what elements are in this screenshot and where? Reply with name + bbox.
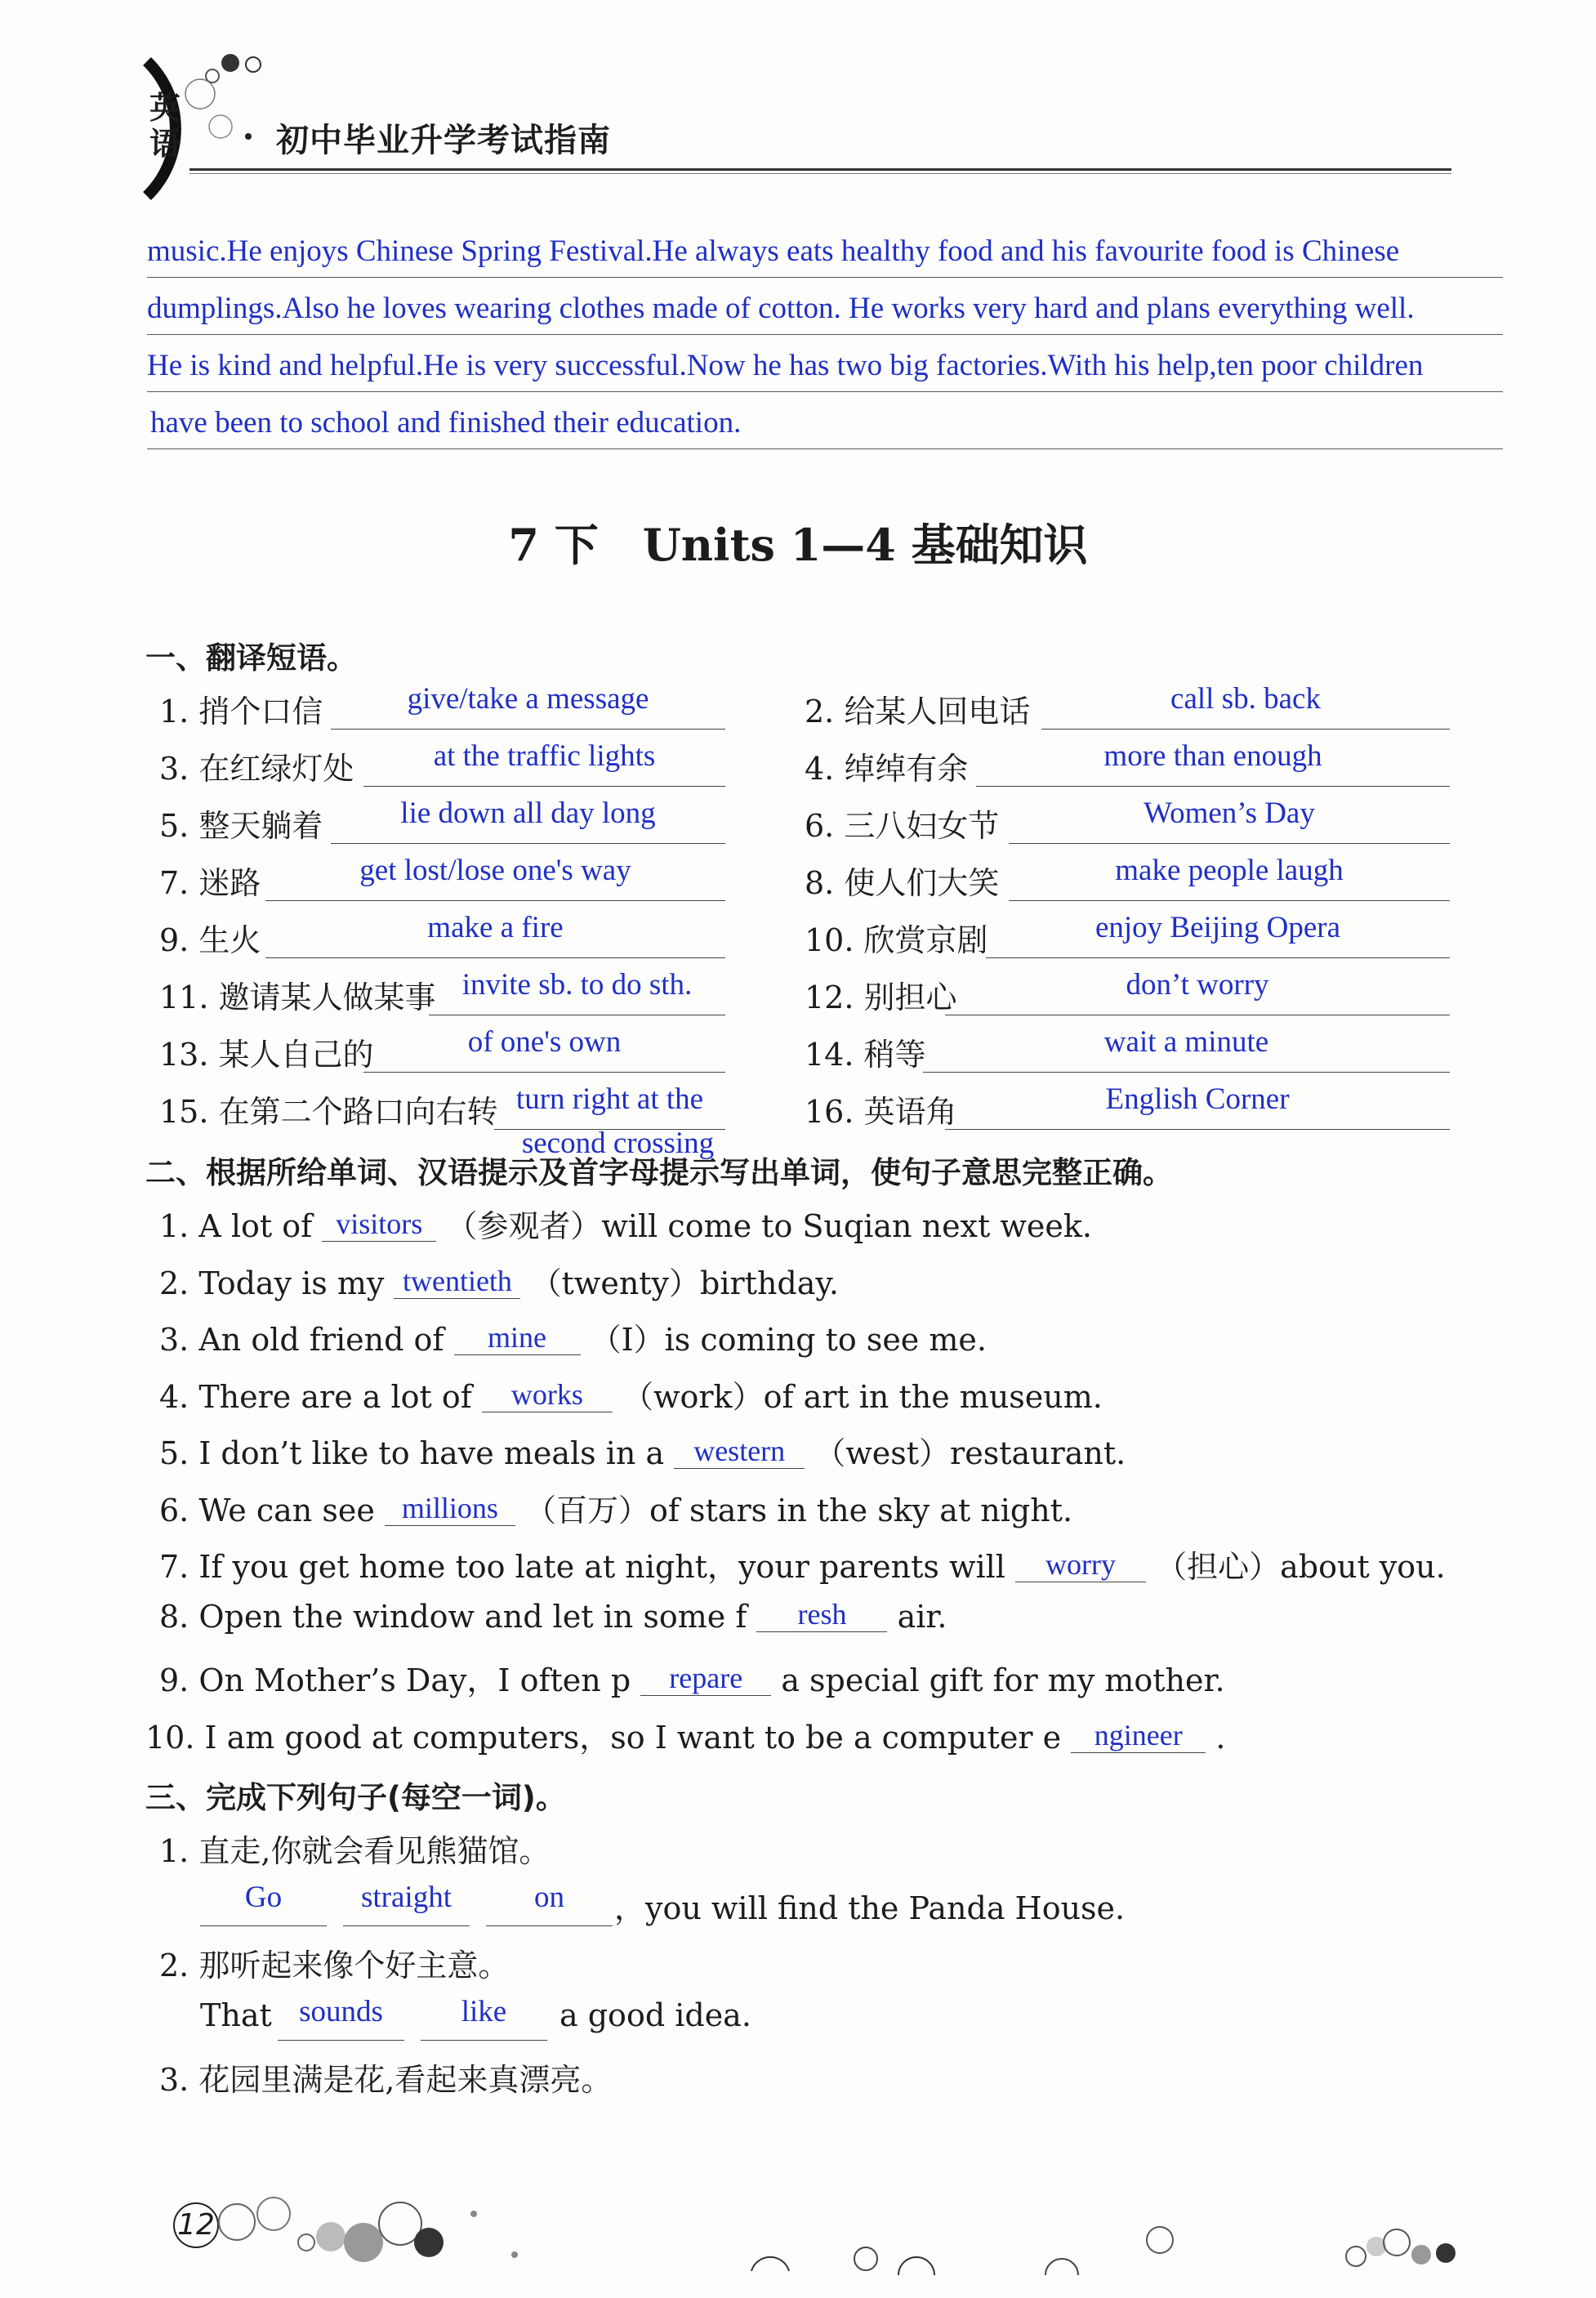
sentence-text: a good idea. [559,1997,751,2033]
phrase-label: 10. 欣赏京剧 [805,922,988,958]
phrase-answer: Women’s Day [1144,796,1315,830]
phrase-answer: call sb. back [1170,682,1321,716]
sentence-text: （west）restaurant. [805,1435,1126,1471]
phrase-answer: make a fire [427,911,564,944]
essay-line: have been to school and finished their education. [147,392,1503,449]
answer-text: worry [1045,1548,1117,1581]
sentence-item [159,1655,1225,1700]
phrase-answer: more than enough [1103,739,1322,773]
sentence-text: 7. If you get home too late at night，your parents will [159,1549,1016,1585]
chinese-sentence: 1. 直走,你就会看见熊猫馆。 [159,1833,551,1869]
sentence-text: air. [887,1598,947,1635]
essay-line: He is kind and helpful.He is very successful.Now he has two big factories.With his help,ten poor children [147,335,1503,392]
phrase-label: 4. 绰绰有余 [805,751,969,787]
answer-blank [986,957,1450,958]
footer-decoration [131,2165,1470,2287]
answer-blank [486,1925,613,1926]
answer-text: straight [361,1881,452,1914]
answer-blank [385,1489,515,1526]
sentence-text: a special gift for my mother. [771,1662,1225,1698]
sentence-item [159,1428,1126,1473]
sentence-item [159,1258,839,1303]
phrase-answer: invite sb. to do sth. [461,968,693,1002]
sentence-text: That [200,1997,272,2033]
sentence-item [159,1372,1103,1417]
answer-blank [976,786,1450,787]
answer-blank [265,957,725,958]
answer-blank [278,2040,404,2041]
answer-blank [1009,843,1450,844]
phrase-label: 16. 英语角 [805,1094,957,1130]
answer-blank [421,2040,547,2041]
header-dot [245,133,252,140]
answer-text: repare [669,1662,743,1694]
answer-blank [482,1376,613,1412]
phrase-answer: wait a minute [1103,1025,1269,1059]
sentence-text: 4. There are a lot of [159,1378,482,1415]
answer-blank [394,1262,520,1299]
answer-text: resh [797,1597,847,1631]
phrase-label: 2. 给某人回电话 [805,694,1031,730]
sentence-text: 10. I am good at computers，so I want to be a computer e [145,1719,1072,1756]
answer-blank [640,1659,771,1696]
answer-text: on [534,1881,564,1914]
phrase-answer-continued: second crossing [521,1127,715,1160]
phrase-answer: turn right at the [515,1082,704,1116]
header-subrule [189,173,1451,174]
answer-blank [1071,1716,1206,1753]
phrase-answer: enjoy Beijing Opera [1094,911,1341,944]
sentence-item [159,1314,987,1359]
part3-heading: 三、完成下列句子(每空一词)。 [145,1780,566,1815]
phrase-answer: of one's own [467,1025,622,1059]
sentence-text: 9. On Mother’s Day，I often p [159,1662,641,1698]
essay-line: music.He enjoys Chinese Spring Festival.He always eats healthy food and his favourite food is Chinese [147,221,1503,278]
part2-heading: 二、根据所给单词、汉语提示及首字母提示写出单词，使句子意思完整正确。 [145,1155,1173,1190]
answer-text: like [461,1995,507,2028]
phrase-label: 5. 整天躺着 [159,808,323,844]
sentence-item [159,1485,1072,1530]
section-title: 7 下 Units 1—4 基础知识 [508,519,1088,571]
answer-blank [1009,900,1450,901]
phrase-answer: give/take a message [407,682,649,716]
phrase-label: 7. 迷路 [159,865,261,901]
page-number: 12 [173,2202,219,2248]
answer-blank [674,1432,805,1469]
chinese-sentence: 3. 花园里满是花,看起来真漂亮。 [159,2062,613,2098]
sentence-item [159,1201,1092,1246]
sentence-text: 6. We can see [159,1492,385,1528]
phrase-label: 6. 三八妇女节 [805,808,1000,844]
sentence-text: （担心）about you. [1146,1549,1446,1585]
answer-blank [756,1595,887,1632]
essay-line: dumplings.Also he loves wearing clothes made of cotton. He works very hard and plans everything well. [147,278,1503,335]
answer-blank [363,786,725,787]
phrase-answer: lie down all day long [400,796,656,830]
phrase-answer: at the traffic lights [433,739,656,773]
answer-text: sounds [299,1995,383,2028]
phrase-label: 13. 某人自己的 [159,1037,374,1073]
sentence-text: 1. A lot of [159,1208,323,1244]
answer-blank [331,843,725,844]
sentence-text: ，you will find the Panda House. [614,1890,1126,1926]
answer-blank [322,1205,436,1242]
answer-text: western [693,1435,786,1467]
answer-blank [1041,729,1450,730]
phrase-label: 8. 使人们大笑 [805,865,1000,901]
sentence-text: . [1206,1719,1226,1756]
phrase-label: 1. 捎个口信 [159,694,323,730]
answer-text: millions [401,1491,498,1524]
sentence-text: （参观者）will come to Suqian next week. [436,1208,1092,1244]
sentence-text: 8. Open the window and let in some f [159,1598,757,1635]
answer-blank [923,1072,1450,1073]
sentence-item [145,1712,1225,1757]
sentence-text: （百万）of stars in the sky at night. [515,1492,1073,1528]
phrase-label: 11. 邀请某人做某事 [159,979,436,1015]
answer-blank [454,1319,581,1355]
sentence-item [159,1599,947,1635]
answer-text: twentieth [402,1264,512,1297]
answer-text: works [510,1377,583,1411]
answer-text: mine [488,1321,547,1354]
book-title: 初中毕业升学考试指南 [276,121,611,159]
phrase-label: 14. 稍等 [805,1037,926,1073]
sentence-item [159,1542,1446,1586]
sentence-text: 5. I don’t like to have meals in a [159,1435,675,1471]
phrase-answer: English Corner [1105,1082,1290,1116]
answer-blank [265,900,725,901]
part1-heading: 一、翻译短语。 [145,640,357,676]
answer-text: visitors [336,1207,423,1240]
subject-tag: 英 语 [149,89,181,162]
sentence-text: 3. An old friend of [159,1322,454,1358]
answer-blank [363,1072,725,1073]
phrase-answer: make people laugh [1115,854,1344,887]
answer-blank [200,1925,327,1926]
answer-blank [331,729,725,730]
answer-blank [1015,1546,1146,1582]
sentence-text: （work）of art in the museum. [612,1378,1103,1415]
sentence-text: 2. Today is my [159,1265,395,1301]
header-rule [189,168,1451,171]
phrase-label: 15. 在第二个路口向右转 [159,1094,498,1130]
chinese-sentence: 2. 那听起来像个好主意。 [159,1948,510,1983]
phrase-label: 3. 在红绿灯处 [159,751,354,787]
sentence-text: （I）is coming to see me. [580,1322,987,1358]
answer-text: Go [244,1881,283,1914]
phrase-answer: don’t worry [1126,968,1269,1002]
phrase-label: 9. 生火 [159,922,261,958]
answer-blank [945,1129,1450,1130]
phrase-label: 12. 别担心 [805,979,957,1015]
essay-block [147,221,1503,449]
phrase-answer: get lost/lose one's way [359,854,631,887]
sentence-text: （twenty）birthday. [520,1265,839,1301]
answer-text: ngineer [1094,1718,1183,1751]
answer-blank [343,1925,470,1926]
